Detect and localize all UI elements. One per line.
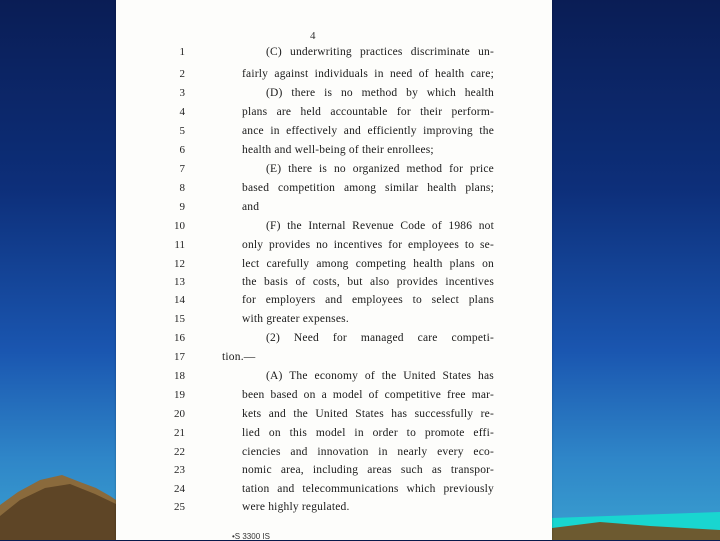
document-line-text: fairly against individuals in need of health care; xyxy=(242,68,494,80)
line-number: 12 xyxy=(174,258,185,270)
document-line-text: plans are held accountable for their perform- xyxy=(242,106,494,118)
document-line-text: (D) there is no method by which health xyxy=(266,87,494,99)
document-line-text: for employers and employees to select plans xyxy=(242,294,494,306)
document-line-text: were highly regulated. xyxy=(242,501,350,513)
document-line-text: only provides no incentives for employees to se- xyxy=(242,239,494,251)
document-line-text: nomic area, including areas such as transpor- xyxy=(242,464,494,476)
document-line-text: (E) there is no organized method for price xyxy=(266,163,494,175)
line-number: 10 xyxy=(174,220,185,232)
line-number: 24 xyxy=(174,483,185,495)
document-line-text: (A) The economy of the United States has xyxy=(266,370,494,382)
line-number: 5 xyxy=(179,125,185,137)
document-line-text: tion.— xyxy=(222,351,256,363)
line-number: 18 xyxy=(174,370,185,382)
document-footer: •S 3300 IS xyxy=(232,532,270,541)
line-number: 21 xyxy=(174,427,185,439)
document-line-text: health and well-being of their enrollees; xyxy=(242,144,434,156)
line-number: 2 xyxy=(179,68,185,80)
line-number: 7 xyxy=(179,163,185,175)
document-line-text: kets and the United States has successfully re- xyxy=(242,408,494,420)
document-line-text: ciencies and innovation in nearly every eco- xyxy=(242,446,494,458)
line-number: 8 xyxy=(179,182,185,194)
document-line-text: the basis of costs, but also provides incentives xyxy=(242,276,494,288)
document-line-text: (F) the Internal Revenue Code of 1986 not xyxy=(266,220,494,232)
line-number: 13 xyxy=(174,276,185,288)
line-number: 17 xyxy=(174,351,185,363)
line-number: 22 xyxy=(174,446,185,458)
document-line-text: with greater expenses. xyxy=(242,313,349,325)
document-line-text: (C) underwriting practices discriminate un- xyxy=(266,46,494,58)
line-number: 9 xyxy=(179,201,185,213)
line-number: 25 xyxy=(174,501,185,513)
line-number: 23 xyxy=(174,464,185,476)
line-number: 20 xyxy=(174,408,185,420)
document-line-text: based competition among similar health plans; xyxy=(242,182,494,194)
line-number: 1 xyxy=(179,46,185,58)
document-line-text: lied on this model in order to promote effi- xyxy=(242,427,494,439)
line-number: 14 xyxy=(174,294,185,306)
line-number: 3 xyxy=(179,87,185,99)
document-line-text: been based on a model of competitive free mar- xyxy=(242,389,494,401)
line-number: 19 xyxy=(174,389,185,401)
line-number: 15 xyxy=(174,313,185,325)
line-number: 4 xyxy=(179,106,185,118)
page-number: 4 xyxy=(310,30,316,42)
document-line-text: ance in effectively and efficiently improving the xyxy=(242,125,494,137)
line-number: 16 xyxy=(174,332,185,344)
document-line-text: lect carefully among competing health plans on xyxy=(242,258,494,270)
line-number: 6 xyxy=(179,144,185,156)
document-line-text: and xyxy=(242,201,260,213)
document-line-text: (2) Need for managed care competi- xyxy=(266,332,494,344)
document-page xyxy=(116,0,552,540)
document-line-text: tation and telecommunications which previously xyxy=(242,483,494,495)
line-number: 11 xyxy=(174,239,185,251)
